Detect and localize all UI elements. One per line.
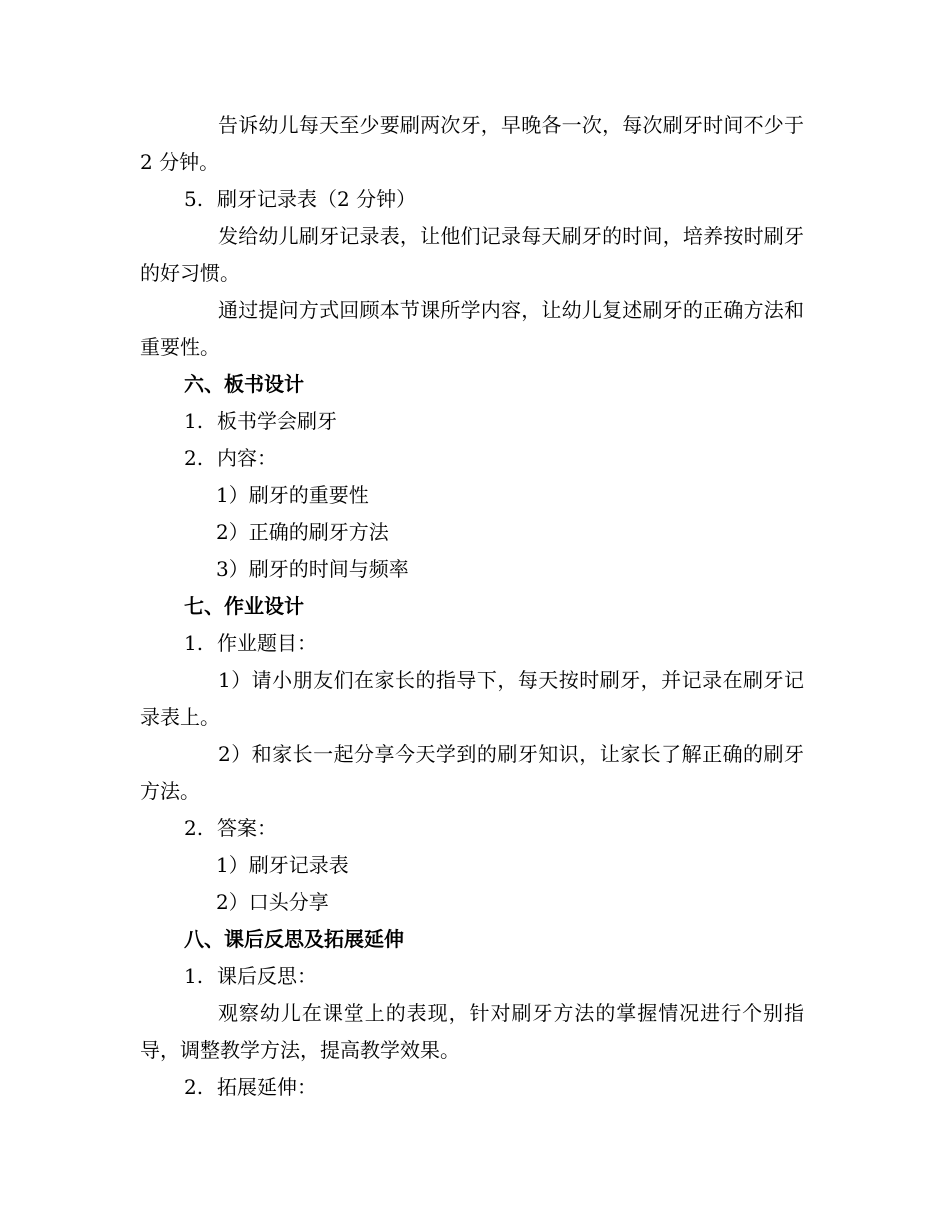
sub-item: 2）口头分享 bbox=[216, 890, 329, 914]
section-heading: 八、课后反思及拓展延伸 bbox=[184, 927, 404, 951]
paragraph: 2）和家长一起分享今天学到的刷牙知识，让家长了解正确的刷牙方法。 bbox=[140, 742, 804, 803]
list-item bbox=[140, 625, 804, 662]
list-text: 拓展延伸： bbox=[217, 1075, 317, 1099]
list-number: 1. bbox=[184, 409, 204, 433]
list-text: 作业题目： bbox=[217, 631, 317, 655]
section-heading: 六、板书设计 bbox=[184, 372, 304, 396]
list-number: 1. bbox=[184, 631, 204, 655]
paragraph: 通过提问方式回顾本节课所学内容，让幼儿复述刷牙的正确方法和重要性。 bbox=[140, 298, 804, 359]
list-number: 2. bbox=[184, 816, 204, 840]
list-number: 5. bbox=[184, 187, 204, 211]
list-number: 2. bbox=[184, 1075, 204, 1099]
list-item bbox=[140, 958, 804, 995]
sub-item: 3）刷牙的时间与频率 bbox=[216, 557, 409, 581]
list-item bbox=[140, 403, 804, 440]
section-heading: 七、作业设计 bbox=[184, 594, 304, 618]
list-item bbox=[140, 440, 804, 477]
list-number: 2. bbox=[184, 446, 204, 470]
paragraph: 发给幼儿刷牙记录表，让他们记录每天刷牙的时间，培养按时刷牙的好习惯。 bbox=[140, 224, 804, 285]
paragraph: 1）请小朋友们在家长的指导下，每天按时刷牙，并记录在刷牙记录表上。 bbox=[140, 668, 804, 729]
list-item bbox=[140, 810, 804, 847]
sub-item: 1）刷牙的重要性 bbox=[216, 483, 369, 507]
sub-item: 1）刷牙记录表 bbox=[216, 853, 349, 877]
list-item bbox=[140, 1069, 804, 1106]
list-text: 内容： bbox=[217, 446, 277, 470]
list-text: 刷牙记录表（2 分钟） bbox=[217, 187, 417, 211]
document-body bbox=[140, 107, 804, 1106]
list-item bbox=[140, 181, 804, 218]
paragraph: 告诉幼儿每天至少要刷两次牙，早晚各一次，每次刷牙时间不少于 2 分钟。 bbox=[140, 113, 804, 174]
list-text: 板书学会刷牙 bbox=[217, 409, 337, 433]
list-text: 课后反思： bbox=[217, 964, 317, 988]
paragraph: 观察幼儿在课堂上的表现，针对刷牙方法的掌握情况进行个别指导，调整教学方法，提高教学效果。 bbox=[140, 1001, 804, 1062]
list-text: 答案： bbox=[217, 816, 277, 840]
sub-item: 2）正确的刷牙方法 bbox=[216, 520, 389, 544]
list-number: 1. bbox=[184, 964, 204, 988]
